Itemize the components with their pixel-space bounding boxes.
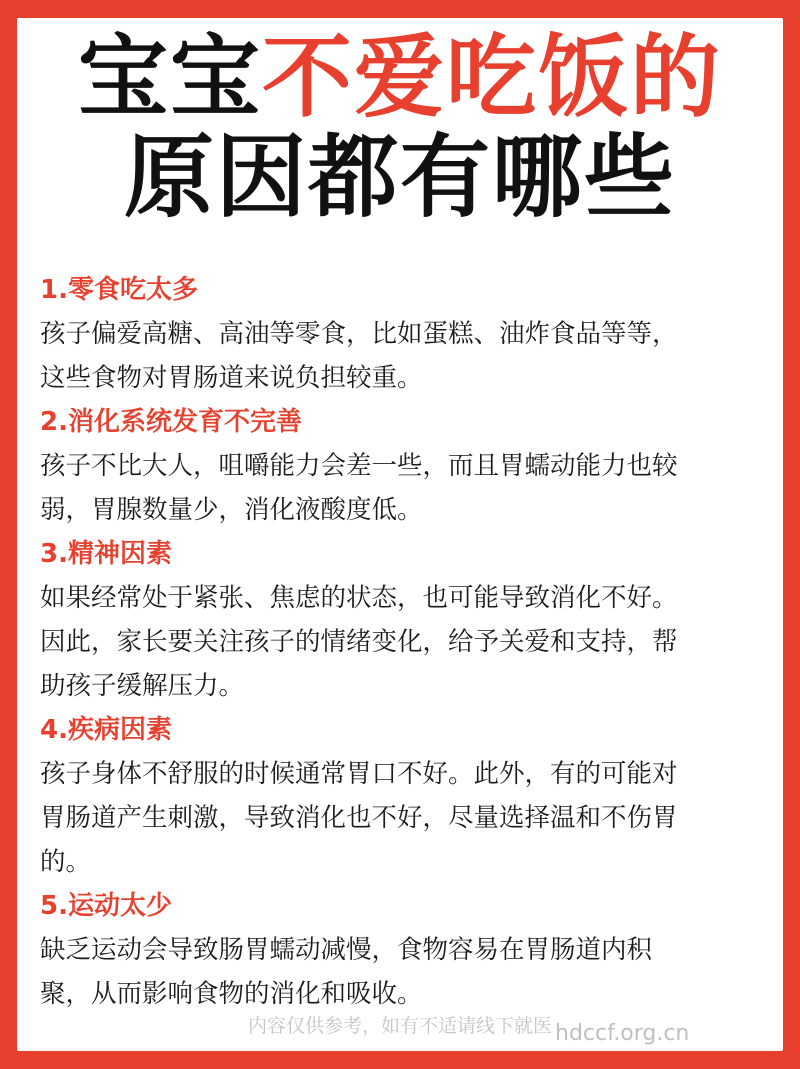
section-mental-factors [40, 532, 764, 708]
section-heading: 1.零食吃太多 [40, 275, 198, 305]
section-text [40, 752, 764, 884]
page-title-line-1 [0, 25, 800, 130]
text-line: 助孩子缓解压力。 [40, 671, 245, 701]
title-black-part: 宝宝 [78, 25, 262, 130]
section-text [40, 312, 764, 400]
text-line: 这些食物对胃肠道来说负担较重。 [40, 363, 423, 393]
section-snacks [40, 268, 764, 400]
text-line: 缺乏运动会导致肠胃蠕动减慢，食物容易在胃肠道内积 [40, 935, 653, 965]
section-illness-factors [40, 708, 764, 884]
section-text [40, 444, 764, 532]
text-line: 如果经常处于紧张、焦虑的状态，也可能导致消化不好。 [40, 583, 678, 613]
text-line: 孩子身体不舒服的时候通常胃口不好。此外，有的可能对 [40, 759, 678, 789]
disclaimer-text: 内容仅供参考，如有不适请线下就医 [247, 1015, 552, 1037]
watermark: hdccf.org.cn [555, 1021, 690, 1046]
text-line: 孩子偏爱高糖、高油等零食，比如蛋糕、油炸食品等等， [40, 319, 678, 349]
text-line: 弱，胃腺数量少，消化液酸度低。 [40, 495, 423, 525]
text-line: 胃肠道产生刺激，导致消化也不好，尽量选择温和不伤胃 [40, 803, 678, 833]
article-body [40, 268, 764, 1016]
section-text [40, 576, 764, 708]
text-line: 聚，从而影响食物的消化和吸收。 [40, 979, 423, 1009]
section-heading: 5.运动太少 [40, 891, 172, 921]
section-heading: 2.消化系统发育不完善 [40, 407, 302, 437]
section-too-little-exercise [40, 884, 764, 1016]
section-digestive-system [40, 400, 764, 532]
section-heading: 3.精神因素 [40, 539, 172, 569]
text-line: 孩子不比大人，咀嚼能力会差一些，而且胃蠕动能力也较 [40, 451, 678, 481]
page-title-line-2: 原因都有哪些 [124, 125, 676, 230]
title-red-part: 不爱吃饭的 [262, 25, 722, 130]
section-text [40, 928, 764, 1016]
text-line: 的。 [40, 847, 92, 877]
text-line: 因此，家长要关注孩子的情绪变化，给予关爱和支持，帮 [40, 627, 678, 657]
section-heading: 4.疾病因素 [40, 715, 172, 745]
